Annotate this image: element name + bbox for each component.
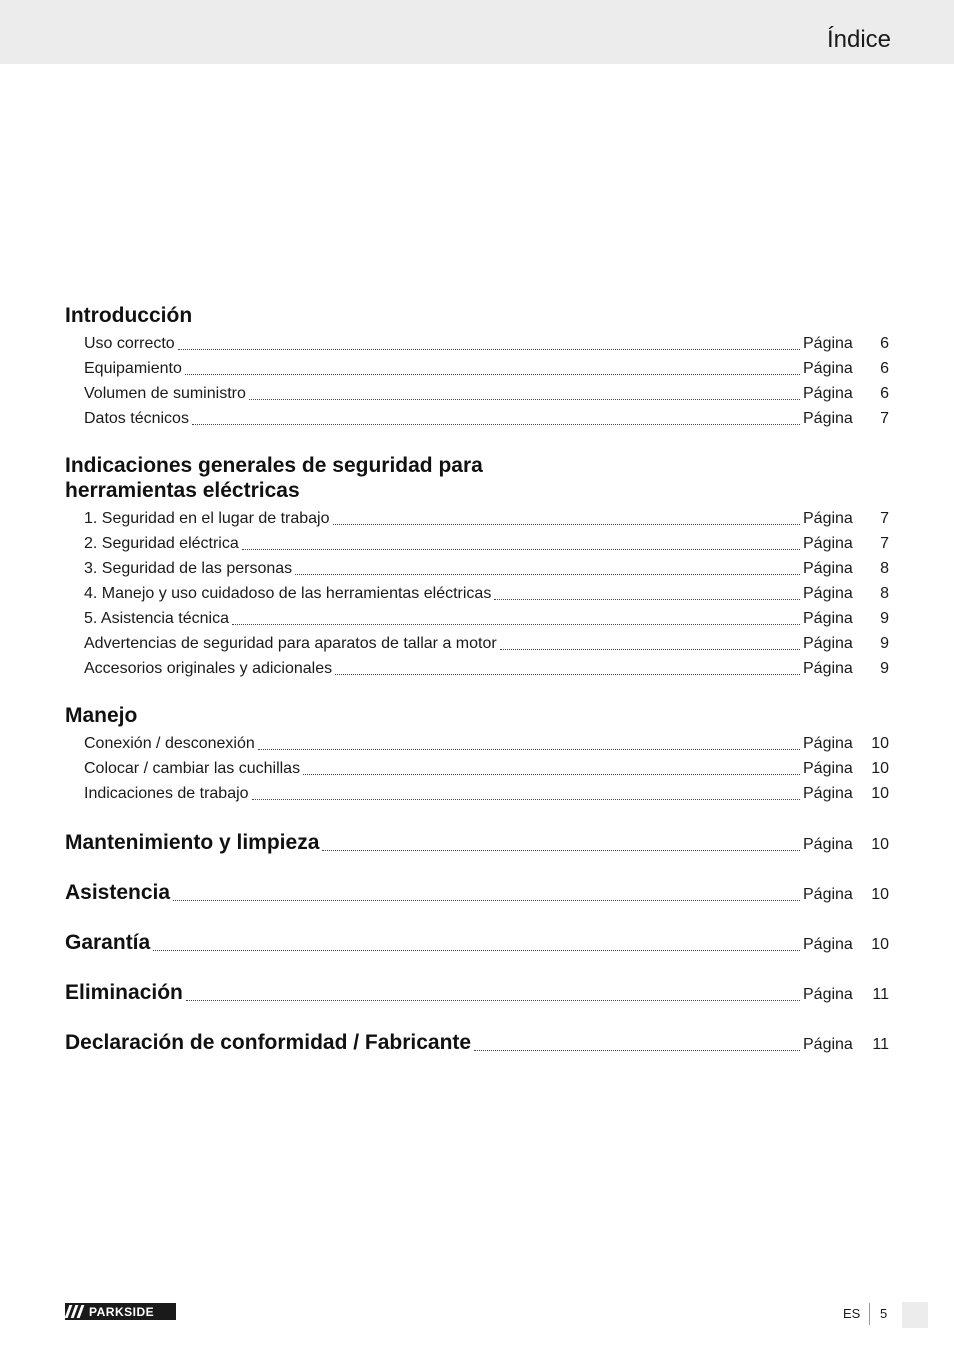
toc-entry-label: 1. Seguridad en el lugar de trabajo — [84, 510, 330, 527]
toc-entry-label: Uso correcto — [84, 335, 175, 352]
page-number: 10 — [871, 836, 889, 853]
logo-text: PARKSIDE — [89, 1304, 155, 1319]
dot-leader — [192, 423, 800, 425]
page-word: Página — [803, 936, 853, 953]
dot-leader — [333, 523, 800, 525]
toc-entry-label: Equipamiento — [84, 360, 182, 377]
page-number: 6 — [880, 360, 889, 377]
section-title-seguridad-line2: herramientas eléctricas — [65, 479, 300, 502]
page-number: 10 — [871, 735, 889, 752]
dot-leader — [185, 373, 800, 375]
toc-heading-label: Asistencia — [65, 881, 171, 904]
page-number: 11 — [872, 1036, 889, 1053]
toc-entry-label: 3. Seguridad de las personas — [84, 560, 293, 577]
dot-leader — [242, 548, 800, 550]
footer-divider — [869, 1303, 870, 1325]
page-word: Página — [803, 735, 853, 752]
page-number: 9 — [880, 610, 889, 627]
dot-leader — [295, 573, 800, 575]
page-word: Página — [803, 535, 853, 552]
toc-entry[interactable] — [84, 757, 889, 779]
toc-entry[interactable] — [84, 632, 889, 654]
page-number: 9 — [880, 660, 889, 677]
toc-heading-entry[interactable] — [65, 877, 889, 905]
toc-entry-label: Indicaciones de trabajo — [84, 785, 249, 802]
toc-entry-label: 5. Asistencia técnica — [84, 610, 229, 627]
page-number: 10 — [871, 936, 889, 953]
page-word: Página — [803, 335, 853, 352]
page-word: Página — [803, 660, 853, 677]
dot-leader — [249, 398, 800, 400]
section-title-manejo: Manejo — [65, 704, 138, 727]
section-title-introduccion: Introducción — [65, 304, 193, 327]
page-number: 7 — [880, 535, 889, 552]
dot-leader — [335, 673, 800, 675]
dot-leader — [494, 598, 800, 600]
page-word: Página — [803, 886, 853, 903]
toc-entry[interactable] — [84, 557, 889, 579]
page-word: Página — [803, 410, 853, 427]
page-word: Página — [803, 1036, 853, 1053]
toc-entry[interactable] — [84, 507, 889, 529]
toc-heading-entry[interactable] — [65, 977, 889, 1005]
toc-entry[interactable] — [84, 357, 889, 379]
toc-entry[interactable] — [84, 407, 889, 429]
toc-heading-label: Mantenimiento y limpieza — [65, 831, 320, 854]
toc-heading-entry[interactable] — [65, 827, 889, 855]
toc-heading-label: Garantía — [65, 931, 151, 954]
page-word: Página — [803, 360, 853, 377]
toc-entry[interactable] — [84, 582, 889, 604]
toc-heading-label: Declaración de conformidad / Fabricante — [65, 1031, 472, 1054]
toc-entry-label: Conexión / desconexión — [84, 735, 255, 752]
toc-heading-label: Eliminación — [65, 981, 183, 1004]
page-number: 6 — [880, 385, 889, 402]
dot-leader — [303, 773, 800, 775]
page-number: 10 — [871, 785, 889, 802]
page-word: Página — [803, 635, 853, 652]
page-number: 7 — [880, 410, 889, 427]
toc-entry[interactable] — [84, 382, 889, 404]
page-number-footer: 5 — [880, 1306, 888, 1321]
toc-entry[interactable] — [84, 732, 889, 754]
page-number: 10 — [871, 760, 889, 777]
dot-leader — [322, 849, 800, 851]
dot-leader — [173, 899, 800, 901]
toc-entry[interactable] — [84, 532, 889, 554]
toc-entry-label: 2. Seguridad eléctrica — [84, 535, 239, 552]
section-title-seguridad-line1: Indicaciones generales de seguridad para — [65, 454, 483, 477]
toc-heading-entry[interactable] — [65, 927, 889, 955]
dot-leader — [500, 648, 800, 650]
dot-leader — [178, 348, 800, 350]
page-word: Página — [803, 986, 853, 1003]
dot-leader — [232, 623, 800, 625]
footer-tab-marker — [902, 1302, 928, 1328]
toc-entry[interactable] — [84, 657, 889, 679]
page-number: 6 — [880, 335, 889, 352]
page-word: Página — [803, 585, 853, 602]
page-word: Página — [803, 760, 853, 777]
dot-leader — [153, 949, 800, 951]
dot-leader — [186, 999, 800, 1001]
page-word: Página — [803, 785, 853, 802]
logo-stripes-icon — [67, 1305, 85, 1318]
page-title: Índice — [826, 26, 891, 53]
page-number: 11 — [872, 986, 889, 1003]
dot-leader — [258, 748, 800, 750]
parkside-logo — [65, 1303, 176, 1320]
header-bar — [0, 0, 954, 64]
page-number: 10 — [871, 886, 889, 903]
toc-entry[interactable] — [84, 607, 889, 629]
toc-entry-label: 4. Manejo y uso cuidadoso de las herramientas eléctricas — [84, 585, 492, 602]
toc-entry-label: Advertencias de seguridad para aparatos de tallar a motor — [84, 635, 497, 652]
dot-leader — [252, 798, 800, 800]
page-number: 8 — [880, 585, 889, 602]
page-word: Página — [803, 610, 853, 627]
dot-leader — [474, 1049, 800, 1051]
toc-entry[interactable] — [84, 782, 889, 804]
page-word: Página — [803, 385, 853, 402]
page-word: Página — [803, 836, 853, 853]
toc-entry-label: Accesorios originales y adicionales — [84, 660, 333, 677]
toc-entry-label: Colocar / cambiar las cuchillas — [84, 760, 301, 777]
page-number: 7 — [880, 510, 889, 527]
page-word: Página — [803, 560, 853, 577]
language-code: ES — [843, 1306, 861, 1321]
toc-entry-label: Datos técnicos — [84, 410, 189, 427]
page-number: 8 — [880, 560, 889, 577]
page-word: Página — [803, 510, 853, 527]
toc-heading-entry[interactable] — [65, 1027, 889, 1055]
page-number: 9 — [880, 635, 889, 652]
toc-entry[interactable] — [84, 332, 889, 354]
toc-entry-label: Volumen de suministro — [84, 385, 246, 402]
